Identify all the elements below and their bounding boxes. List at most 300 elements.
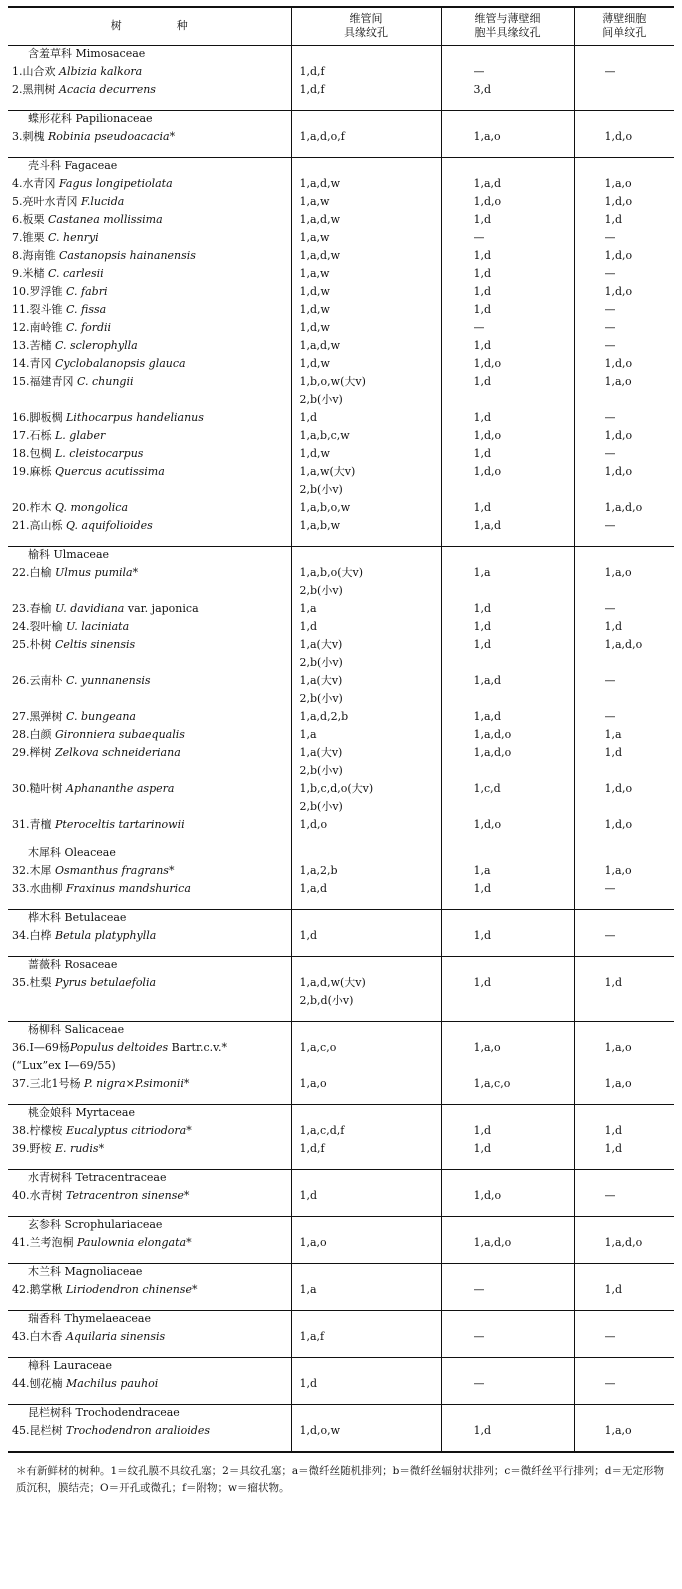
- empty-cell: [441, 1441, 574, 1452]
- empty-cell: [574, 1441, 674, 1452]
- family-row: [8, 1310, 674, 1329]
- vessel-parenchyma-value: 1,d: [441, 302, 574, 320]
- species-name: [8, 673, 291, 691]
- empty-cell: [574, 1011, 674, 1022]
- table-row: [8, 302, 674, 320]
- table-row: [8, 518, 674, 536]
- species-label: 35.杜梨: [12, 975, 55, 989]
- empty-cell: [8, 536, 291, 547]
- species-name: [8, 817, 291, 835]
- empty-cell: [441, 1206, 574, 1217]
- empty-cell: [574, 583, 674, 601]
- species-name: [8, 1235, 291, 1253]
- species-latin: Castanea mollissima: [48, 212, 163, 226]
- parenchyma-pit-value: 1,d: [574, 212, 674, 230]
- vessel-pit-value-continued: [291, 1058, 441, 1076]
- species-label: 41.兰考泡桐: [12, 1235, 77, 1249]
- species-suffix: Bartr.c.v.*: [168, 1040, 228, 1054]
- empty-cell: [441, 1253, 574, 1264]
- empty-cell: [291, 1263, 441, 1282]
- species-latin: Paulownia elongata: [77, 1235, 187, 1249]
- empty-cell: [291, 1441, 441, 1452]
- species-name: [8, 709, 291, 727]
- vessel-pit-value: 1,d,f: [291, 82, 441, 100]
- species-latin: Lithocarpus handelianus: [66, 410, 204, 424]
- family-name: 桦木科 Betulaceae: [8, 909, 291, 928]
- species-label: 17.石栎: [12, 428, 55, 442]
- empty-cell: [441, 1159, 574, 1170]
- parenchyma-pit-value: 1,d,o: [574, 428, 674, 446]
- species-latin: C. bungeana: [66, 709, 136, 723]
- species-latin: Q. mongolica: [55, 500, 129, 514]
- vessel-parenchyma-value: 1,a,c,o: [441, 1076, 574, 1094]
- vessel-pit-value: 1,d,f: [291, 1141, 441, 1159]
- vessel-parenchyma-value: 1,d: [441, 601, 574, 619]
- table-row: [8, 1123, 674, 1141]
- species-latin: Castanopsis hainanensis: [59, 248, 196, 262]
- empty-cell: [291, 546, 441, 565]
- vessel-parenchyma-value: 1,d: [441, 284, 574, 302]
- family-name: 木兰科 Magnoliaceae: [8, 1263, 291, 1282]
- species-name: [8, 1376, 291, 1394]
- species-label: 36.Ⅰ—69杨: [12, 1040, 70, 1054]
- footnote: ＊有新鲜材的树种。1＝纹孔膜不具纹孔塞；2＝具纹孔塞；a＝微纤丝随机排列；b＝微纤丝辐射状排列；c＝微纤丝平行排列；d＝无定形物质沉积，膜结壳；O＝开孔或微孔；f＝附物；w＝瘤状物。: [16, 1464, 664, 1494]
- vessel-parenchyma-value: 1,d,o: [441, 428, 574, 446]
- vessel-parenchyma-value: 1,a,d: [441, 176, 574, 194]
- species-label: 45.昆栏树: [12, 1423, 66, 1437]
- family-row: [8, 1404, 674, 1423]
- species-name: [8, 356, 291, 374]
- family-name: 桃金娘科 Myrtaceae: [8, 1104, 291, 1123]
- vessel-pit-value: 1,d: [291, 619, 441, 637]
- vessel-parenchyma-value: 1,d: [441, 619, 574, 637]
- family-row: [8, 1104, 674, 1123]
- vessel-pit-value: 1,a,d,2,b: [291, 709, 441, 727]
- species-label: 44.刨花楠: [12, 1376, 66, 1390]
- species-label: 40.水青树: [12, 1188, 66, 1202]
- species-latin: C. fissa: [66, 302, 107, 316]
- vessel-pit-value: 1,d,w: [291, 302, 441, 320]
- empty-cell: [441, 1216, 574, 1235]
- parenchyma-pit-value: 1,d: [574, 975, 674, 993]
- parenchyma-pit-value: 1,d: [574, 1141, 674, 1159]
- empty-cell: [8, 835, 291, 845]
- parenchyma-pit-value: 1,a,o: [574, 1423, 674, 1441]
- species-label: 29.榉树: [12, 745, 55, 759]
- empty-cell: [441, 946, 574, 957]
- empty-cell: [291, 909, 441, 928]
- vessel-pit-value-continued: 2,b(小v): [291, 655, 441, 673]
- vessel-parenchyma-value: 1,d: [441, 248, 574, 266]
- species-name-continued: [8, 799, 291, 817]
- vessel-parenchyma-value: —: [441, 230, 574, 248]
- species-name: [8, 1141, 291, 1159]
- table-row: [8, 881, 674, 899]
- species-latin: Machilus pauhoi: [66, 1376, 159, 1390]
- vessel-pit-value: 1,a,d,w: [291, 338, 441, 356]
- parenchyma-pit-value: —: [574, 64, 674, 82]
- empty-cell: [291, 157, 441, 176]
- species-latin: C. henryi: [48, 230, 99, 244]
- vessel-pit-value: 1,a,d,o,f: [291, 129, 441, 147]
- parenchyma-pit-value: —: [574, 1329, 674, 1347]
- species-label: 15.福建青冈: [12, 374, 77, 388]
- table-row: [8, 1188, 674, 1206]
- empty-cell: [8, 100, 291, 111]
- vessel-pit-value: 1,a(大v): [291, 673, 441, 691]
- empty-cell: [8, 1441, 291, 1452]
- family-name: 昆栏树科 Trochodendraceae: [8, 1404, 291, 1423]
- empty-cell: [574, 1263, 674, 1282]
- empty-cell: [574, 1021, 674, 1040]
- table-row: [8, 320, 674, 338]
- empty-cell: [574, 655, 674, 673]
- family-name: 壳斗科 Fagaceae: [8, 157, 291, 176]
- empty-cell: [574, 1216, 674, 1235]
- species-label: 30.糙叶树: [12, 781, 66, 795]
- empty-cell: [291, 45, 441, 64]
- vessel-pit-value: 1,a,w: [291, 194, 441, 212]
- species-suffix: *: [168, 863, 175, 877]
- empty-cell: [8, 1094, 291, 1105]
- species-latin: Quercus acutissima: [55, 464, 165, 478]
- empty-cell: [8, 147, 291, 158]
- table-row: [8, 428, 674, 446]
- vessel-pit-value: 1,d,w: [291, 446, 441, 464]
- parenchyma-pit-value: —: [574, 266, 674, 284]
- species-suffix: *: [132, 565, 139, 579]
- vessel-pit-value-continued: 2,b(小v): [291, 691, 441, 709]
- parenchyma-pit-value: [574, 82, 674, 100]
- parenchyma-pit-value: 1,a,o: [574, 1040, 674, 1058]
- vessel-pit-value-continued: 2,b(小v): [291, 482, 441, 500]
- empty-cell: [441, 1300, 574, 1311]
- empty-cell: [574, 1206, 674, 1217]
- empty-cell: [291, 1094, 441, 1105]
- species-name: [8, 428, 291, 446]
- empty-cell: [574, 536, 674, 547]
- species-name: [8, 637, 291, 655]
- empty-cell: [291, 1206, 441, 1217]
- family-name: 水青树科 Tetracentraceae: [8, 1169, 291, 1188]
- species-label: 43.白木香: [12, 1329, 66, 1343]
- species-name: [8, 1076, 291, 1094]
- empty-cell: [291, 1253, 441, 1264]
- parenchyma-pit-value: —: [574, 446, 674, 464]
- empty-cell: [574, 1394, 674, 1405]
- parenchyma-pit-value: 1,d,o: [574, 284, 674, 302]
- parenchyma-pit-value: —: [574, 410, 674, 428]
- vessel-pit-value-continued: 2,b(小v): [291, 763, 441, 781]
- table-row: [8, 64, 674, 82]
- vessel-parenchyma-value: 1,a,d,o: [441, 745, 574, 763]
- spacer-row: [8, 899, 674, 910]
- species-latin: Fraxinus mandshurica: [66, 881, 191, 895]
- species-label: 37.三北1号杨: [12, 1076, 84, 1090]
- species-label: 13.苦槠: [12, 338, 55, 352]
- species-latin: F.lucida: [81, 194, 125, 208]
- table-row: [8, 176, 674, 194]
- table-row: [8, 1376, 674, 1394]
- empty-cell: [574, 546, 674, 565]
- family-row: [8, 546, 674, 565]
- empty-cell: [574, 1310, 674, 1329]
- empty-cell: [441, 1347, 574, 1358]
- parenchyma-pit-value: 1,a,o: [574, 565, 674, 583]
- empty-cell: [441, 1404, 574, 1423]
- parenchyma-pit-value: —: [574, 230, 674, 248]
- family-name: 榆科 Ulmaceae: [8, 546, 291, 565]
- spacer-row: [8, 946, 674, 957]
- spacer-row: [8, 1394, 674, 1405]
- species-latin: Populus deltoides: [69, 1040, 169, 1054]
- species-label: 39.野桉: [12, 1141, 55, 1155]
- parenchyma-pit-value: —: [574, 518, 674, 536]
- species-name: [8, 518, 291, 536]
- empty-cell: [8, 1159, 291, 1170]
- parenchyma-pit-value: —: [574, 709, 674, 727]
- vessel-pit-value: 1,a,w(大v): [291, 464, 441, 482]
- table-row: [8, 619, 674, 637]
- empty-cell: [574, 482, 674, 500]
- species-label: 32.木犀: [12, 863, 55, 877]
- continuation-row: [8, 482, 674, 500]
- vessel-pit-value: 1,a,f: [291, 1329, 441, 1347]
- species-name: [8, 194, 291, 212]
- species-latin: Aphananthe aspera: [66, 781, 175, 795]
- species-label: 10.罗浮锥: [12, 284, 66, 298]
- species-name: [8, 863, 291, 881]
- parenchyma-pit-value: 1,d,o: [574, 817, 674, 835]
- species-suffix: ×: [125, 1076, 135, 1090]
- empty-cell: [574, 45, 674, 64]
- species-latin: C. fabri: [66, 284, 108, 298]
- species-suffix: *: [191, 1282, 198, 1296]
- parenchyma-pit-value: 1,d,o: [574, 194, 674, 212]
- species-name: [8, 745, 291, 763]
- table-row: [8, 212, 674, 230]
- vessel-pit-value-continued: 2,b(小v): [291, 583, 441, 601]
- species-latin: Betula platyphylla: [55, 928, 157, 942]
- parenchyma-pit-value: 1,a,d,o: [574, 500, 674, 518]
- empty-cell: [291, 1011, 441, 1022]
- vessel-parenchyma-value: —: [441, 1282, 574, 1300]
- family-row: [8, 909, 674, 928]
- vessel-pit-value: 1,d,f: [291, 64, 441, 82]
- species-suffix: *: [98, 1141, 105, 1155]
- species-name-continued: [8, 993, 291, 1011]
- species-label: 3.刺槐: [12, 129, 48, 143]
- spacer-row: [8, 147, 674, 158]
- parenchyma-pit-value: —: [574, 1188, 674, 1206]
- species-label: 7.锥栗: [12, 230, 48, 244]
- vessel-parenchyma-value: 1,d: [441, 446, 574, 464]
- spacer-row: [8, 1011, 674, 1022]
- empty-cell: [291, 1169, 441, 1188]
- family-name: 玄参科 Scrophulariaceae: [8, 1216, 291, 1235]
- table-row: [8, 82, 674, 100]
- empty-cell: [8, 899, 291, 910]
- family-name: 樟科 Lauraceae: [8, 1357, 291, 1376]
- vessel-pit-value-continued: 2,b(小v): [291, 392, 441, 410]
- species-name: [8, 82, 291, 100]
- species-label: 9.米槠: [12, 266, 48, 280]
- species-latin: L. cleistocarpus: [55, 446, 144, 460]
- vessel-parenchyma-value: 1,d: [441, 338, 574, 356]
- empty-cell: [8, 1206, 291, 1217]
- empty-cell: [291, 110, 441, 129]
- empty-cell: [441, 110, 574, 129]
- species-suffix: var. japonica: [124, 601, 199, 615]
- species-latin: Fagus longipetiolata: [59, 176, 173, 190]
- spacer-row: [8, 1300, 674, 1311]
- empty-cell: [8, 1253, 291, 1264]
- species-latin-2: P.simonii: [134, 1076, 184, 1090]
- species-suffix: *: [186, 1123, 192, 1137]
- vessel-pit-value: 1,a,d,w(大v): [291, 975, 441, 993]
- vessel-pit-value: 1,a,w: [291, 230, 441, 248]
- vessel-parenchyma-value: —: [441, 320, 574, 338]
- vessel-pit-value: 1,a,b,o(大v): [291, 565, 441, 583]
- empty-cell: [574, 100, 674, 111]
- empty-cell: [8, 1394, 291, 1405]
- parenchyma-pit-value: —: [574, 338, 674, 356]
- parenchyma-pit-value: 1,d,o: [574, 129, 674, 147]
- species-name-continued: [8, 392, 291, 410]
- species-latin: U. laciniata: [66, 619, 130, 633]
- vessel-parenchyma-value: 1,a,d: [441, 518, 574, 536]
- vessel-parenchyma-value: 1,a,o: [441, 1040, 574, 1058]
- species-name-continued: [8, 482, 291, 500]
- header-vessel-vessel-pits: 维管间 具缘纹孔: [291, 7, 441, 45]
- wood-pit-table-page: [8, 6, 674, 1497]
- empty-cell: [574, 956, 674, 975]
- parenchyma-pit-value: 1,a: [574, 727, 674, 745]
- species-label: 42.鹅掌楸: [12, 1282, 66, 1296]
- vessel-pit-value: 1,a(大v): [291, 637, 441, 655]
- table-row: [8, 410, 674, 428]
- spacer-row: [8, 1441, 674, 1452]
- empty-cell: [441, 799, 574, 817]
- parenchyma-pit-value: 1,a,o: [574, 1076, 674, 1094]
- empty-cell: [441, 1263, 574, 1282]
- vessel-pit-value: 1,a,d,w: [291, 212, 441, 230]
- vessel-pit-value: 1,a,c,o: [291, 1040, 441, 1058]
- vessel-pit-value: 1,d: [291, 928, 441, 946]
- vessel-pit-value: 1,a,o: [291, 1235, 441, 1253]
- empty-cell: [574, 1159, 674, 1170]
- species-latin: Eucalyptus citriodora: [66, 1123, 187, 1137]
- species-latin: C. yunnanensis: [66, 673, 151, 687]
- empty-cell: [441, 536, 574, 547]
- header-species: 树 种: [8, 7, 291, 45]
- table-row: [8, 374, 674, 392]
- vessel-pit-value: 1,a,c,d,f: [291, 1123, 441, 1141]
- vessel-parenchyma-value: 1,d,o: [441, 356, 574, 374]
- species-latin: Aquilaria sinensis: [66, 1329, 166, 1343]
- vessel-parenchyma-value: 1,d,o: [441, 1188, 574, 1206]
- empty-cell: [574, 799, 674, 817]
- empty-cell: [291, 845, 441, 863]
- vessel-pit-value: 1,d: [291, 1376, 441, 1394]
- empty-cell: [574, 1169, 674, 1188]
- table-row: [8, 129, 674, 147]
- vessel-pit-value-continued: 2,b,d(小v): [291, 993, 441, 1011]
- vessel-pit-value: 1,a,b,o,w: [291, 500, 441, 518]
- family-name: 蔷薇科 Rosaceae: [8, 956, 291, 975]
- vessel-pit-value: 1,d,o: [291, 817, 441, 835]
- vessel-pit-value: 1,a,o: [291, 1076, 441, 1094]
- table-row: [8, 975, 674, 993]
- table-row: [8, 1329, 674, 1347]
- vessel-parenchyma-value: —: [441, 1329, 574, 1347]
- parenchyma-pit-value: —: [574, 302, 674, 320]
- empty-cell: [574, 691, 674, 709]
- table-row: [8, 727, 674, 745]
- parenchyma-pit-value: 1,a,o: [574, 374, 674, 392]
- empty-cell: [8, 1011, 291, 1022]
- empty-cell: [441, 45, 574, 64]
- vessel-parenchyma-value: 1,d: [441, 637, 574, 655]
- species-name: [8, 230, 291, 248]
- species-name: [8, 1123, 291, 1141]
- continuation-row: [8, 1058, 674, 1076]
- empty-cell: [441, 1169, 574, 1188]
- table-row: [8, 284, 674, 302]
- empty-cell: [574, 157, 674, 176]
- vessel-pit-value: 1,a: [291, 1282, 441, 1300]
- table-row: [8, 446, 674, 464]
- empty-cell: [291, 100, 441, 111]
- vessel-pit-value-continued: 2,b(小v): [291, 799, 441, 817]
- parenchyma-pit-value: —: [574, 1376, 674, 1394]
- vessel-pit-value: 1,a,d: [291, 881, 441, 899]
- continuation-row: [8, 583, 674, 601]
- family-row: [8, 110, 674, 129]
- empty-cell: [574, 1404, 674, 1423]
- species-label: 11.裂斗锥: [12, 302, 66, 316]
- species-label: 26.云南朴: [12, 673, 66, 687]
- spacer-row: [8, 1347, 674, 1358]
- empty-cell: [291, 899, 441, 910]
- species-label: 4.水青冈: [12, 176, 59, 190]
- table-row: [8, 230, 674, 248]
- table-header-row: [8, 7, 674, 45]
- species-latin: Gironniera subaequalis: [55, 727, 185, 741]
- empty-cell: [441, 100, 574, 111]
- family-name: 瑞香科 Thymelaeaceae: [8, 1310, 291, 1329]
- vessel-pit-value: 1,d,o,w: [291, 1423, 441, 1441]
- species-name: [8, 374, 291, 392]
- empty-cell: [291, 1347, 441, 1358]
- vessel-parenchyma-value: 1,a,d,o: [441, 1235, 574, 1253]
- family-row: [8, 1169, 674, 1188]
- family-row: [8, 45, 674, 64]
- parenchyma-pit-value: —: [574, 881, 674, 899]
- empty-cell: [291, 536, 441, 547]
- empty-cell: [574, 946, 674, 957]
- species-name: [8, 129, 291, 147]
- empty-cell: [441, 157, 574, 176]
- table-row: [8, 1235, 674, 1253]
- vessel-parenchyma-value: 1,a,d: [441, 709, 574, 727]
- species-latin: Pteroceltis tartarinowii: [55, 817, 185, 831]
- vessel-pit-value: 1,b,c,d,o(大v): [291, 781, 441, 799]
- species-latin: Celtis sinensis: [55, 637, 136, 651]
- family-name: 蝶形花科 Papilionaceae: [8, 110, 291, 129]
- vessel-pit-value: 1,a,b,c,w: [291, 428, 441, 446]
- empty-cell: [574, 1104, 674, 1123]
